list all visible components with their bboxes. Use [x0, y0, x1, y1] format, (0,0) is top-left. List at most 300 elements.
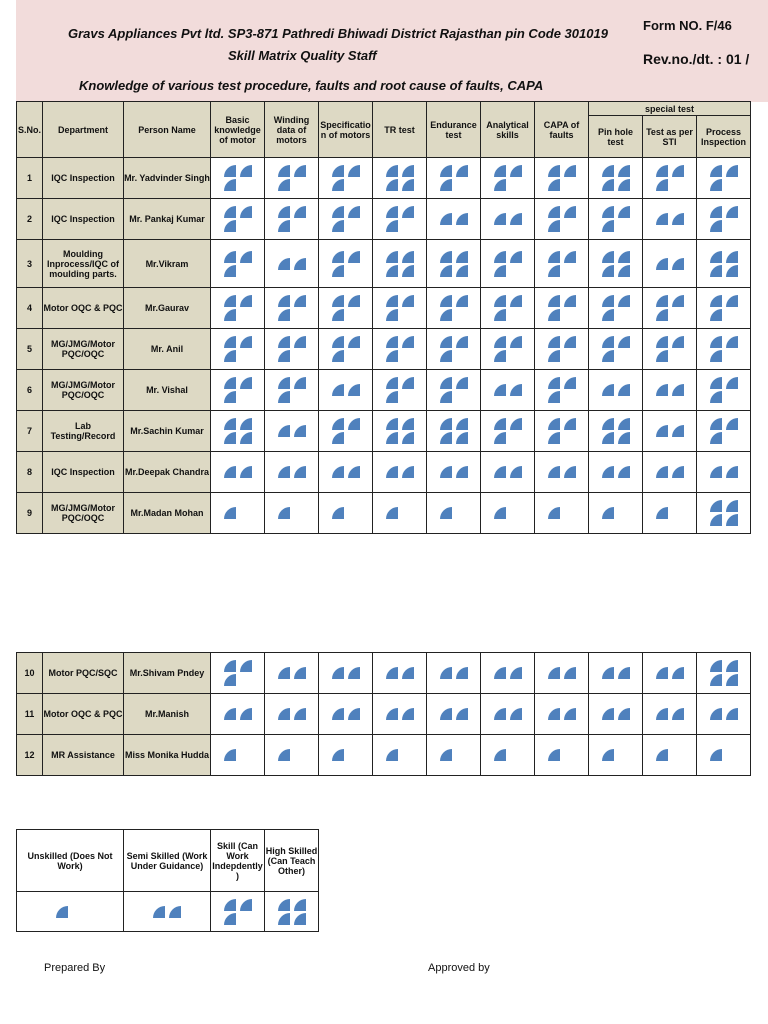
skill-level-icon [384, 506, 416, 520]
legend-label-unskilled: Unskilled (Does Not Work) [17, 830, 124, 892]
skill-quarter-icon [656, 165, 668, 177]
skill-quarter-icon [348, 708, 360, 720]
skill-quarter-icon [564, 377, 576, 389]
skill-quarter-icon [548, 432, 560, 444]
skill-level-icon [708, 659, 740, 687]
skill-quarter-icon [564, 466, 576, 478]
skill-quarter-icon [602, 179, 614, 191]
skill-level-icon [438, 250, 470, 278]
skill-matrix-table-continued [16, 652, 751, 776]
skill-quarter-icon [402, 295, 414, 307]
skill-quarter-icon [332, 309, 344, 321]
skill-quarter-icon [440, 418, 452, 430]
skill-cell [373, 199, 427, 240]
col-header-endurance: Endurance test [427, 102, 481, 158]
skill-quarter-icon [510, 336, 522, 348]
table-row [17, 240, 751, 288]
skill-quarter-icon [656, 425, 668, 437]
skill-quarter-icon [618, 336, 630, 348]
skill-quarter-icon [494, 165, 506, 177]
skill-quarter-icon [278, 749, 290, 761]
skill-cell [481, 452, 535, 493]
skill-quarter-icon [710, 206, 722, 218]
skill-cell [481, 694, 535, 735]
row-person-name: Mr. Yadvinder Singh [124, 158, 211, 199]
skill-cell [535, 370, 589, 411]
skill-quarter-icon [456, 432, 468, 444]
skill-cell [697, 199, 751, 240]
skill-cell [535, 694, 589, 735]
skill-level-icon [222, 659, 254, 687]
skill-quarter-icon [618, 206, 630, 218]
skill-cell [319, 653, 373, 694]
skill-quarter-icon [224, 899, 236, 911]
row-department: MG/JMG/Motor PQC/OQC [43, 370, 124, 411]
skill-level-icon [222, 335, 254, 363]
skill-quarter-icon [672, 258, 684, 270]
skill-cell [697, 329, 751, 370]
skill-quarter-icon [240, 377, 252, 389]
skill-quarter-icon [726, 500, 738, 512]
skill-quarter-icon [656, 466, 668, 478]
skill-quarter-icon [548, 507, 560, 519]
skill-quarter-icon [332, 418, 344, 430]
skill-quarter-icon [278, 507, 290, 519]
skill-quarter-icon [332, 295, 344, 307]
row-person-name: Miss Monika Hudda [124, 735, 211, 776]
row-person-name: Mr.Gaurav [124, 288, 211, 329]
row-sno: 1 [17, 158, 43, 199]
skill-quarter-icon [348, 667, 360, 679]
skill-quarter-icon [278, 295, 290, 307]
skill-quarter-icon [548, 377, 560, 389]
skill-level-icon [546, 506, 578, 520]
skill-cell [319, 288, 373, 329]
skill-cell [643, 158, 697, 199]
skill-quarter-icon [602, 667, 614, 679]
skill-cell [319, 735, 373, 776]
skill-quarter-icon [564, 206, 576, 218]
skill-quarter-icon [656, 350, 668, 362]
row-department: IQC Inspection [43, 452, 124, 493]
skill-quarter-icon [656, 336, 668, 348]
skill-quarter-icon [548, 179, 560, 191]
skill-cell [427, 452, 481, 493]
skill-cell [481, 370, 535, 411]
skill-quarter-icon [494, 265, 506, 277]
skill-cell [697, 493, 751, 534]
skill-level-icon [654, 335, 686, 363]
skill-quarter-icon [456, 336, 468, 348]
skill-level-icon [276, 424, 308, 438]
skill-cell [643, 493, 697, 534]
skill-quarter-icon [672, 213, 684, 225]
skill-quarter-icon [332, 179, 344, 191]
skill-quarter-icon [224, 220, 236, 232]
legend-icon-high-skilled [265, 892, 319, 932]
skill-quarter-icon [510, 251, 522, 263]
skill-level-icon [600, 294, 632, 322]
skill-cell [589, 411, 643, 452]
skill-quarter-icon [672, 295, 684, 307]
skill-quarter-icon [672, 708, 684, 720]
skill-quarter-icon [494, 251, 506, 263]
skill-cell [481, 240, 535, 288]
skill-level-icon [276, 294, 308, 322]
skill-quarter-icon [672, 384, 684, 396]
row-person-name: Mr. Pankaj Kumar [124, 199, 211, 240]
skill-quarter-icon [548, 265, 560, 277]
skill-quarter-icon [510, 384, 522, 396]
skill-cell [481, 411, 535, 452]
col-header-sno: S.No. [17, 102, 43, 158]
skill-level-icon [654, 707, 686, 721]
skill-level-icon [438, 465, 470, 479]
skill-cell [211, 240, 265, 288]
table-row [17, 493, 751, 534]
skill-quarter-icon [332, 507, 344, 519]
skill-level-icon [492, 465, 524, 479]
skill-cell [265, 452, 319, 493]
table-row [17, 288, 751, 329]
header-band [16, 0, 768, 102]
skill-level-icon [330, 707, 362, 721]
skill-level-icon [600, 164, 632, 192]
skill-cell [373, 735, 427, 776]
skill-cell [373, 411, 427, 452]
skill-level-icon [708, 748, 740, 762]
skill-quarter-icon [386, 466, 398, 478]
skill-level-icon [492, 506, 524, 520]
skill-quarter-icon [348, 251, 360, 263]
form-number: Form NO. F/46 [643, 18, 732, 33]
col-header-analytical: Analytical skills [481, 102, 535, 158]
skill-quarter-icon [564, 251, 576, 263]
skill-quarter-icon [386, 220, 398, 232]
skill-cell [643, 653, 697, 694]
skill-quarter-icon [224, 913, 236, 925]
skill-matrix-table [16, 101, 751, 534]
skill-quarter-icon [224, 251, 236, 263]
company-line: Gravs Appliances Pvt ltd. SP3-871 Pathredi Bhiwadi District Rajasthan pin Code 301019 [68, 26, 608, 41]
skill-quarter-icon [494, 749, 506, 761]
skill-cell [535, 288, 589, 329]
skill-quarter-icon [240, 165, 252, 177]
skill-cell [265, 329, 319, 370]
skill-quarter-icon [726, 165, 738, 177]
skill-quarter-icon [510, 667, 522, 679]
col-header-basic: Basic knowledge of motor [211, 102, 265, 158]
legend-label-high-skilled: High Skilled (Can Teach Other) [265, 830, 319, 892]
skill-level-icon [546, 335, 578, 363]
skill-quarter-icon [402, 165, 414, 177]
skill-level-icon [600, 707, 632, 721]
skill-quarter-icon [548, 295, 560, 307]
skill-quarter-icon [224, 749, 236, 761]
skill-quarter-icon [710, 391, 722, 403]
skill-quarter-icon [402, 206, 414, 218]
skill-quarter-icon [602, 295, 614, 307]
skill-quarter-icon [402, 377, 414, 389]
skill-level-icon [330, 250, 362, 278]
skill-quarter-icon [494, 432, 506, 444]
row-sno: 5 [17, 329, 43, 370]
skill-quarter-icon [440, 432, 452, 444]
row-sno: 8 [17, 452, 43, 493]
skill-quarter-icon [710, 660, 722, 672]
skill-quarter-icon [332, 220, 344, 232]
skill-quarter-icon [618, 667, 630, 679]
skill-cell [211, 158, 265, 199]
skill-cell [589, 329, 643, 370]
skill-level-icon [492, 294, 524, 322]
skill-cell [697, 288, 751, 329]
skill-quarter-icon [656, 295, 668, 307]
skill-level-icon [438, 506, 470, 520]
skill-cell [481, 199, 535, 240]
skill-level-icon [492, 250, 524, 278]
skill-quarter-icon [656, 507, 668, 519]
skill-quarter-icon [56, 906, 68, 918]
skill-level-icon [222, 465, 254, 479]
skill-level-icon [276, 707, 308, 721]
skill-quarter-icon [548, 708, 560, 720]
skill-quarter-icon [548, 667, 560, 679]
skill-quarter-icon [656, 667, 668, 679]
skill-quarter-icon [710, 350, 722, 362]
skill-level-icon [222, 205, 254, 233]
skill-level-icon [384, 465, 416, 479]
skill-quarter-icon [294, 708, 306, 720]
skill-quarter-icon [348, 336, 360, 348]
skill-quarter-icon [278, 258, 290, 270]
skill-cell [535, 411, 589, 452]
skill-cell [427, 329, 481, 370]
skill-level-icon [600, 205, 632, 233]
skill-quarter-icon [548, 466, 560, 478]
skill-quarter-icon [510, 295, 522, 307]
row-person-name: Mr.Sachin Kumar [124, 411, 211, 452]
skill-quarter-icon [278, 165, 290, 177]
skill-cell [265, 735, 319, 776]
skill-quarter-icon [402, 466, 414, 478]
skill-quarter-icon [440, 309, 452, 321]
revision-number: Rev.no./dt. : 01 / [643, 51, 750, 67]
skill-level-icon [492, 383, 524, 397]
row-person-name: Mr.Madan Mohan [124, 493, 211, 534]
skill-level-icon [546, 376, 578, 404]
skill-cell [697, 735, 751, 776]
skill-cell [427, 158, 481, 199]
skill-quarter-icon [656, 213, 668, 225]
skill-cell [589, 199, 643, 240]
row-sno: 12 [17, 735, 43, 776]
skill-quarter-icon [332, 432, 344, 444]
skill-level-icon [222, 898, 254, 926]
skill-level-icon [600, 748, 632, 762]
skill-quarter-icon [224, 309, 236, 321]
skill-quarter-icon [656, 708, 668, 720]
skill-quarter-icon [386, 708, 398, 720]
skill-cell [697, 452, 751, 493]
skill-cell [535, 240, 589, 288]
skill-cell [319, 329, 373, 370]
skill-quarter-icon [386, 391, 398, 403]
skill-quarter-icon [710, 220, 722, 232]
skill-cell [643, 240, 697, 288]
skill-cell [319, 694, 373, 735]
skill-quarter-icon [726, 418, 738, 430]
table-row [17, 694, 751, 735]
skill-quarter-icon [294, 667, 306, 679]
col-header-department: Department [43, 102, 124, 158]
table-row [17, 158, 751, 199]
skill-quarter-icon [672, 466, 684, 478]
skill-quarter-icon [710, 309, 722, 321]
row-sno: 3 [17, 240, 43, 288]
skill-quarter-icon [656, 179, 668, 191]
skill-quarter-icon [710, 179, 722, 191]
row-person-name: Mr. Anil [124, 329, 211, 370]
skill-quarter-icon [278, 899, 290, 911]
col-header-capa: CAPA of faults [535, 102, 589, 158]
skill-quarter-icon [278, 425, 290, 437]
skill-quarter-icon [386, 295, 398, 307]
skill-quarter-icon [456, 667, 468, 679]
row-department: MG/JMG/Motor PQC/OQC [43, 493, 124, 534]
col-header-tr: TR test [373, 102, 427, 158]
skill-quarter-icon [710, 432, 722, 444]
skill-quarter-icon [332, 206, 344, 218]
skill-quarter-icon [548, 309, 560, 321]
skill-quarter-icon [278, 179, 290, 191]
skill-quarter-icon [602, 265, 614, 277]
skill-level-icon [654, 506, 686, 520]
skill-quarter-icon [294, 466, 306, 478]
skill-quarter-icon [224, 165, 236, 177]
skill-level-icon [600, 666, 632, 680]
skill-cell [319, 199, 373, 240]
skill-quarter-icon [224, 336, 236, 348]
skill-cell [373, 370, 427, 411]
skill-quarter-icon [386, 667, 398, 679]
skill-level-icon [222, 376, 254, 404]
row-department: Motor OQC & PQC [43, 694, 124, 735]
skill-level-icon [654, 164, 686, 192]
skill-cell [265, 694, 319, 735]
skill-quarter-icon [332, 336, 344, 348]
skill-quarter-icon [548, 391, 560, 403]
skill-quarter-icon [402, 667, 414, 679]
skill-level-icon [222, 417, 254, 445]
table-row [17, 411, 751, 452]
skill-cell [265, 288, 319, 329]
skill-quarter-icon [456, 265, 468, 277]
skill-quarter-icon [440, 708, 452, 720]
skill-level-icon [222, 506, 254, 520]
skill-quarter-icon [386, 418, 398, 430]
skill-quarter-icon [618, 384, 630, 396]
skill-quarter-icon [726, 377, 738, 389]
skill-cell [481, 329, 535, 370]
skill-cell [535, 158, 589, 199]
skill-quarter-icon [278, 206, 290, 218]
skill-level-icon [276, 205, 308, 233]
skill-quarter-icon [386, 507, 398, 519]
skill-cell [643, 694, 697, 735]
skill-quarter-icon [510, 213, 522, 225]
row-department: MR Assistance [43, 735, 124, 776]
page-subtitle: Knowledge of various test procedure, faults and root cause of faults, CAPA [79, 78, 544, 93]
skill-level-icon [276, 376, 308, 404]
skill-quarter-icon [726, 265, 738, 277]
skill-cell [265, 240, 319, 288]
skill-quarter-icon [602, 418, 614, 430]
skill-level-icon [384, 748, 416, 762]
skill-level-icon [384, 205, 416, 233]
skill-level-icon [330, 748, 362, 762]
skill-level-icon [654, 748, 686, 762]
skill-quarter-icon [294, 336, 306, 348]
skill-quarter-icon [169, 906, 181, 918]
skill-quarter-icon [278, 391, 290, 403]
skill-level-icon [600, 335, 632, 363]
table-row [17, 452, 751, 493]
row-person-name: Mr.Vikram [124, 240, 211, 288]
legend-icon-skilled [211, 892, 265, 932]
skill-quarter-icon [278, 309, 290, 321]
skill-quarter-icon [332, 749, 344, 761]
skill-cell [319, 452, 373, 493]
skill-quarter-icon [278, 336, 290, 348]
skill-quarter-icon [548, 350, 560, 362]
skill-quarter-icon [510, 466, 522, 478]
skill-level-icon [384, 417, 416, 445]
skill-quarter-icon [602, 507, 614, 519]
skill-cell [427, 240, 481, 288]
skill-cell [211, 735, 265, 776]
skill-quarter-icon [494, 295, 506, 307]
skill-quarter-icon [294, 377, 306, 389]
skill-level-icon [546, 707, 578, 721]
skill-cell [211, 653, 265, 694]
skill-quarter-icon [494, 179, 506, 191]
skill-level-icon [384, 335, 416, 363]
skill-quarter-icon [602, 466, 614, 478]
skill-level-icon [276, 748, 308, 762]
skill-level-icon [654, 465, 686, 479]
skill-quarter-icon [240, 206, 252, 218]
skill-cell [373, 240, 427, 288]
skill-quarter-icon [494, 309, 506, 321]
skill-level-icon [654, 666, 686, 680]
skill-cell [427, 411, 481, 452]
row-sno: 4 [17, 288, 43, 329]
skill-quarter-icon [710, 418, 722, 430]
skill-level-icon [708, 335, 740, 363]
skill-quarter-icon [656, 749, 668, 761]
skill-level-icon [708, 205, 740, 233]
row-person-name: Mr.Deepak Chandra [124, 452, 211, 493]
skill-quarter-icon [564, 295, 576, 307]
skill-level-icon [654, 212, 686, 226]
skill-level-icon [438, 707, 470, 721]
skill-cell [535, 452, 589, 493]
skill-level-icon [546, 748, 578, 762]
skill-quarter-icon [348, 384, 360, 396]
skill-quarter-icon [726, 674, 738, 686]
skill-quarter-icon [440, 466, 452, 478]
